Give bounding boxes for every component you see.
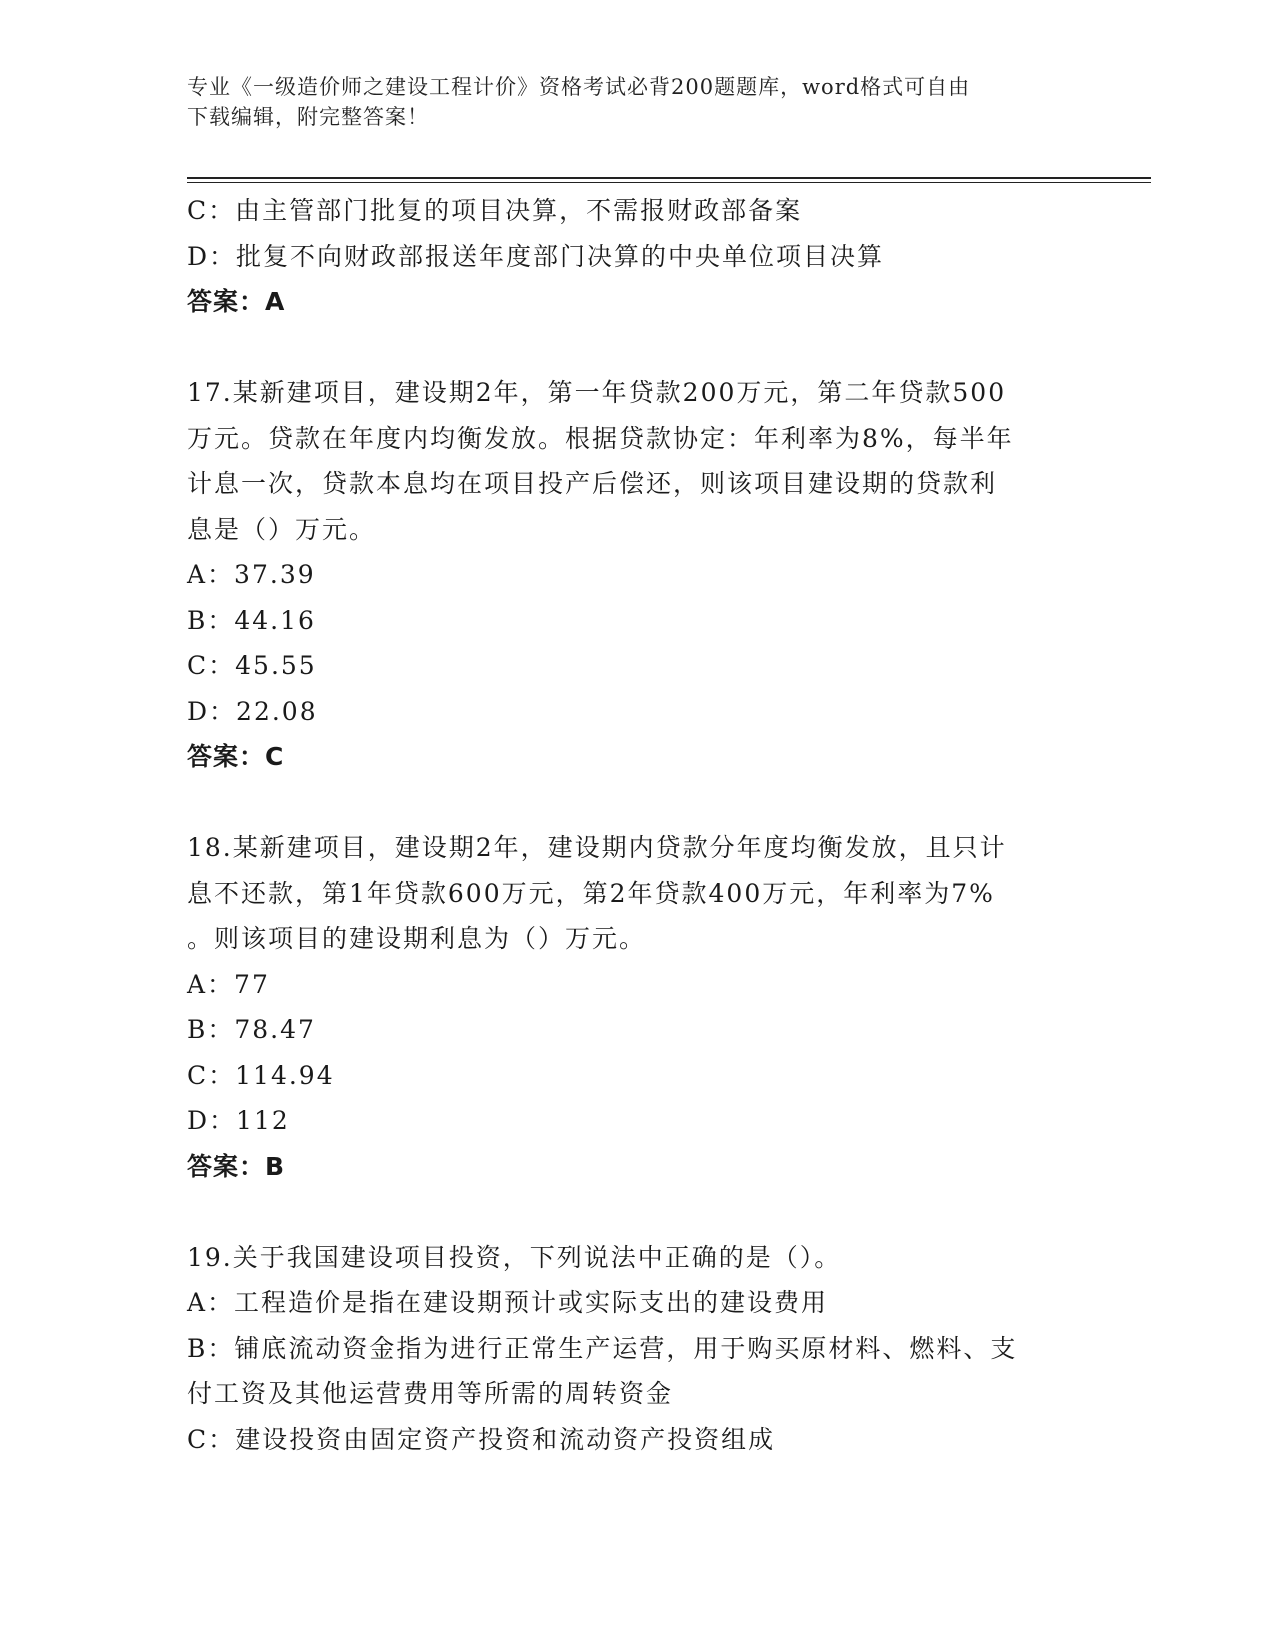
header-line-2: 下载编辑，附完整答案！ bbox=[187, 105, 429, 129]
q18-stem-line-1: 18.某新建项目，建设期2年，建设期内贷款分年度均衡发放，且只计 bbox=[187, 833, 1007, 862]
q18-option-d: D：112 bbox=[187, 1106, 290, 1135]
q17-stem-line-2: 万元。贷款在年度内均衡发放。根据贷款协定：年利率为8%，每半年 bbox=[187, 423, 1014, 453]
question-content bbox=[187, 188, 1077, 1462]
q19-option-b-line-2: 付工资及其他运营费用等所需的周转资金 bbox=[187, 1379, 674, 1408]
q17-option-b: B：44.16 bbox=[187, 605, 316, 635]
q18-answer: 答案：B bbox=[187, 1151, 286, 1181]
header-line-1: 专业《一级造价师之建设工程计价》资格考试必背200题题库，word格式可自由 bbox=[187, 75, 971, 99]
q19-stem-line-1: 19.关于我国建设项目投资，下列说法中正确的是（）。 bbox=[187, 1242, 842, 1272]
prev-option-c: C：由主管部门批复的项目决算，不需报财政部备案 bbox=[187, 196, 803, 225]
q18-stem-line-3: 。则该项目的建设期利息为（）万元。 bbox=[187, 924, 647, 953]
spacer bbox=[187, 325, 1077, 371]
prev-option-d: D：批复不向财政部报送年度部门决算的中央单位项目决算 bbox=[187, 241, 885, 271]
q18-option-c: C：114.94 bbox=[187, 1060, 335, 1090]
q17-answer: 答案：C bbox=[187, 742, 285, 771]
header-divider-thin bbox=[187, 182, 1151, 183]
q19-option-c: C：建设投资由固定资产投资和流动资产投资组成 bbox=[187, 1424, 776, 1454]
q17-stem-line-3: 计息一次，贷款本息均在项目投产后偿还，则该项目建设期的贷款利 bbox=[187, 469, 998, 498]
header-divider-thick bbox=[187, 177, 1151, 179]
q19-option-b-line-1: B：铺底流动资金指为进行正常生产运营，用于购买原材料、燃料、支 bbox=[187, 1333, 1018, 1363]
spacer bbox=[187, 780, 1077, 826]
q19-option-a: A：工程造价是指在建设期预计或实际支出的建设费用 bbox=[187, 1288, 829, 1317]
q18-option-a: A：77 bbox=[187, 969, 270, 999]
q17-stem-line-1: 17.某新建项目，建设期2年，第一年贷款200万元，第二年贷款500 bbox=[187, 378, 1007, 407]
document-header bbox=[187, 72, 1067, 132]
q17-option-d: D：22.08 bbox=[187, 696, 318, 726]
q17-stem-line-4: 息是（）万元。 bbox=[187, 514, 377, 544]
prev-answer: 答案：A bbox=[187, 287, 286, 316]
spacer bbox=[187, 1189, 1077, 1235]
q18-stem-line-2: 息不还款，第1年贷款600万元，第2年贷款400万元，年利率为7% bbox=[187, 878, 995, 908]
q18-option-b: B：78.47 bbox=[187, 1015, 316, 1044]
q17-option-a: A：37.39 bbox=[187, 560, 316, 589]
q17-option-c: C：45.55 bbox=[187, 651, 317, 680]
